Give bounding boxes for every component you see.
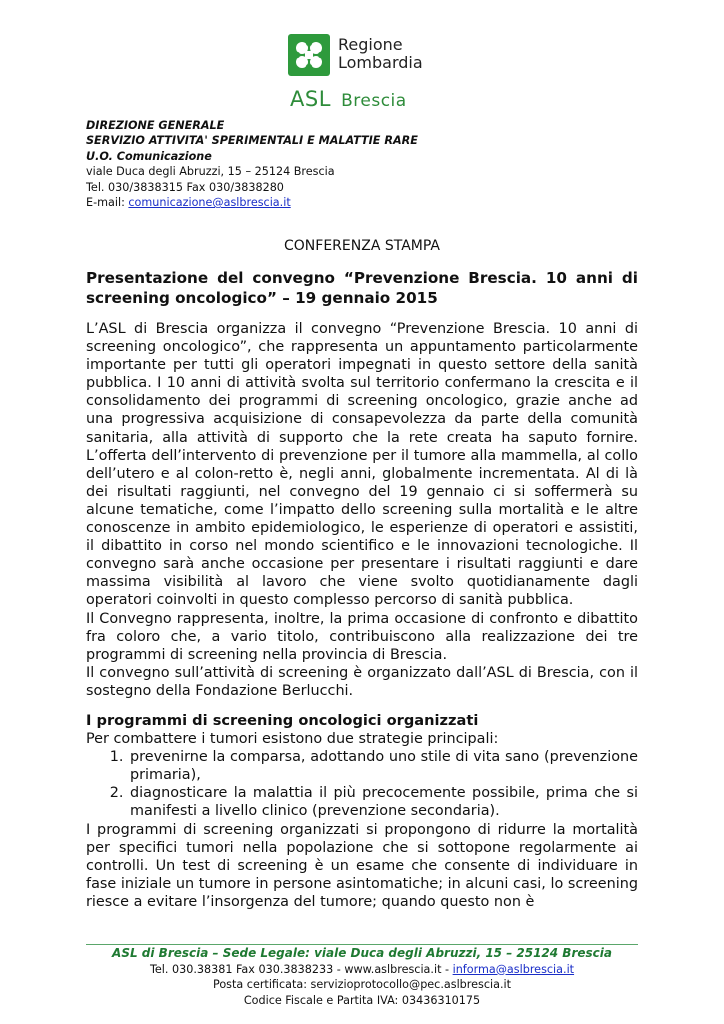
direction-line3: U.O. Comunicazione <box>86 149 212 163</box>
conference-heading: CONFERENZA STAMPA <box>284 238 440 254</box>
logo-text <box>338 36 423 72</box>
list-item: 1. prevenirne la comparsa, adottando uno stile di vita sano (prevenzione primaria), <box>128 748 638 784</box>
strategy-list <box>86 748 638 820</box>
paragraph-4: Per combattere i tumori esistono due strategie principali: <box>86 731 499 748</box>
footer <box>0 946 724 1008</box>
logo-line2: Lombardia <box>338 53 423 72</box>
section-heading: I programmi di screening oncologici organizzati <box>86 711 479 729</box>
paragraph-5: I programmi di screening organizzati si propongono di ridurre la mortalità per specifici tumori nella popolazione che si sottopone regolarmente ai controlli. Un test di screening è un esame che consente di individuare in fase iniziale un tumore in persone asintomatiche; in alcuni casi, lo screening riesce a evitare l’insorgenza del tumore; quando questo non è <box>86 821 638 910</box>
email-link[interactable]: comunicazione@aslbrescia.it <box>128 196 291 210</box>
footer-phone-web: Tel. 030.38381 Fax 030.3838233 - www.aslbrescia.it - <box>149 962 453 976</box>
footer-vat: Codice Fiscale e Partita IVA: 03436310175 <box>243 993 481 1007</box>
direction-phone: Tel. 030/3838315 Fax 030/3838280 <box>86 180 284 194</box>
regione-lombardia-emblem-icon <box>288 34 330 76</box>
paragraph-2: Il Convegno rappresenta, inoltre, la prima occasione di confronto e dibattito fra coloro che, a vario titolo, contribuiscono alla realizzazione dei tre programmi di screening nella provincia di Brescia. <box>86 610 638 663</box>
direction-email-row <box>86 195 418 210</box>
direction-block <box>86 118 418 210</box>
footer-email-link[interactable]: informa@aslbrescia.it <box>452 962 575 976</box>
footer-pec: Posta certificata: servizioprotocollo@pec.aslbrescia.it <box>212 978 512 992</box>
paragraph-3: Il convegno sull’attività di screening è organizzato dall’ASL di Brescia, con il sostegno della Fondazione Berlucchi. <box>86 664 638 699</box>
direction-line2: SERVIZIO ATTIVITA' SPERIMENTALI E MALATTIE RARE <box>86 134 418 148</box>
footer-contacts <box>0 962 724 978</box>
footer-legal-seat: ASL di Brescia – Sede Legale: viale Duca degli Abruzzi, 15 – 25124 Brescia <box>112 946 612 960</box>
asl-city: Brescia <box>341 91 407 111</box>
asl-brescia-title <box>290 87 407 111</box>
asl-label: ASL <box>290 87 331 111</box>
direction-line1: DIREZIONE GENERALE <box>86 119 225 132</box>
paragraph-1: L’ASL di Brescia organizza il convegno “Prevenzione Brescia. 10 anni di screening oncologico”, che rappresenta un appuntamento particolarmente importante per tutti gli operatori impegnati in questo settore della sanità pubblica. I 10 anni di attività svolta sul territorio confermano la crescita e il consolidamento dei programmi di screening oncologico, grazie anche ad una progressiva acquisizione di consapevolezza da parte della comunità sanitaria, alla attività di supporto che la rete creata ha saputo fornire. L’offerta dell’intervento di prevenzione per il tumore alla mammella, al collo dell’utero e al colon-retto è, negli anni, globalmente incrementata. Al di là dei risultati raggiunti, nel convegno del 19 gennaio ci si soffermerà su alcune tematiche, come l’impatto dello screening sulla mortalità e le altre conoscenze in ambito epidemiologico, le esperienze di operatori e assistiti, il dibattito in corso nel mondo scientifico e le innovazioni tecnologiche. Il convegno sarà anche occasione per presentare i risultati raggiunti e dare massima visibilità al lavoro che viene svolto quotidianamente dagli operatori coinvolti in questo complesso percorso di sanità pubblica. <box>86 321 638 609</box>
regione-lombardia-logo <box>288 34 448 82</box>
list-item: 2. diagnosticare la malattia il più precocemente possibile, prima che si manifesti a livello clinico (prevenzione secondaria). <box>128 784 638 820</box>
direction-address: viale Duca degli Abruzzi, 15 – 25124 Brescia <box>86 165 335 179</box>
logo-line1: Regione <box>338 35 403 54</box>
footer-divider <box>86 944 638 945</box>
document-title: Presentazione del convegno “Prevenzione Brescia. 10 anni di screening oncologico” – 19 gennaio 2015 <box>86 269 638 307</box>
spacer <box>86 700 638 712</box>
document-body <box>86 320 638 911</box>
email-label: E-mail: <box>86 196 129 210</box>
